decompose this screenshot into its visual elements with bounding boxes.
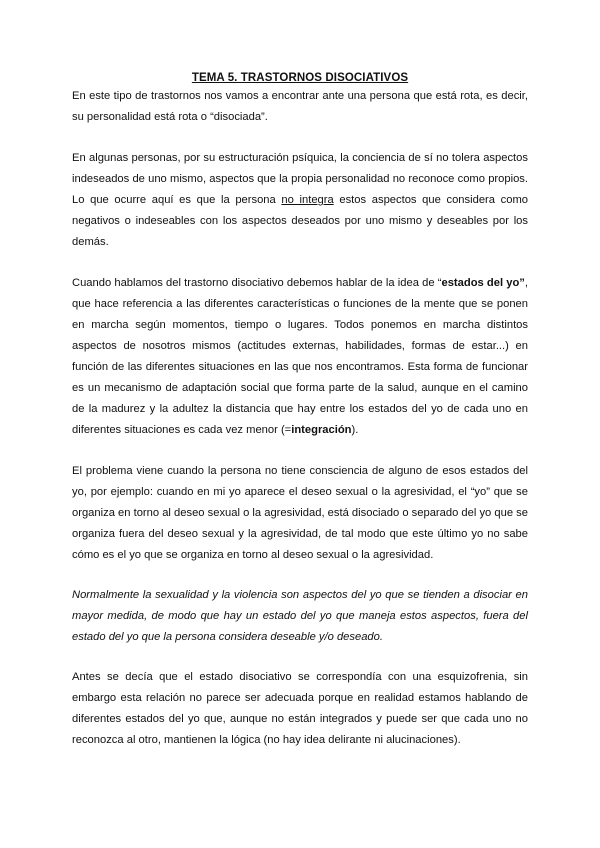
bold-term: estados del yo” — [441, 277, 525, 289]
paragraph-ego-states — [72, 273, 528, 441]
paragraph-intro: En este tipo de trastornos nos vamos a encontrar ante una persona que está rota, es decir, su personalidad está rota o “disociada”. — [72, 90, 528, 123]
text-run: Cuando hablamos del trastorno disociativo debemos hablar de la idea de “ — [72, 277, 442, 289]
paragraph-problem: El problema viene cuando la persona no tiene consciencia de alguno de esos estados del yo, por ejemplo: cuando en mi yo aparece el deseo sexual o la agresividad, el “yo” que se organiza en torno al deseo sexual o la agresividad, está disociado o separado del yo que se organiza fuera del deseo sexual y la agresividad, de tal modo que este último yo no sabe cómo es el yo que se organiza en torno al deseo sexual o la agresividad. — [72, 465, 528, 561]
text-run: , que hace referencia a las diferentes características o funciones de la mente que se ponen en marcha según momentos, tiempo o lugares. Todos ponemos en marcha distintos aspectos de nosotros mismos (actitudes externas, habilidades, formas de estar...) en función de las diferentes situaciones en las que nos encontramos. Esta forma de funcionar es un mecanismo de adaptación social que forma parte de la salud, aunque en el camino de la madurez y la adultez la distancia que hay entre los estados del yo de cada uno en diferentes situaciones es cada vez menor (= — [72, 277, 529, 436]
paragraph-italic-note: Normalmente la sexualidad y la violencia son aspectos del yo que se tienden a disociar en mayor medida, de modo que hay un estado del yo que maneja estos aspectos, fuera del estado del yo que la persona considera deseable y/o deseado. — [72, 589, 528, 643]
paragraph-integration — [72, 148, 528, 253]
text-run: estos aspectos que considera como negativos o indeseables con los aspectos deseados por uno mismo y deseables por los demás. — [72, 194, 529, 248]
bold-term: integración — [291, 424, 352, 436]
paragraph-schizophrenia: Antes se decía que el estado disociativo se correspondía con una esquizofrenia, sin embargo esta relación no parece ser adecuada porque en realidad estamos hablando de diferentes estados del yo que, aunque no están integrados y puede ser que cada uno no reconozca al otro, mantienen la lógica (no hay idea delirante ni alucinaciones). — [72, 671, 528, 746]
document-page — [72, 66, 528, 751]
text-run: ). — [351, 424, 359, 436]
page-title: TEMA 5. TRASTORNOS DISOCIATIVOS — [191, 72, 409, 84]
underlined-term: no integra — [281, 194, 334, 206]
text-run: En algunas personas, por su estructuración psíquica, la conciencia de sí no tolera aspectos indeseados de uno mismo, aspectos que la propia personalidad no reconoce como propios. Lo que ocurre aquí es que la persona — [72, 152, 528, 206]
